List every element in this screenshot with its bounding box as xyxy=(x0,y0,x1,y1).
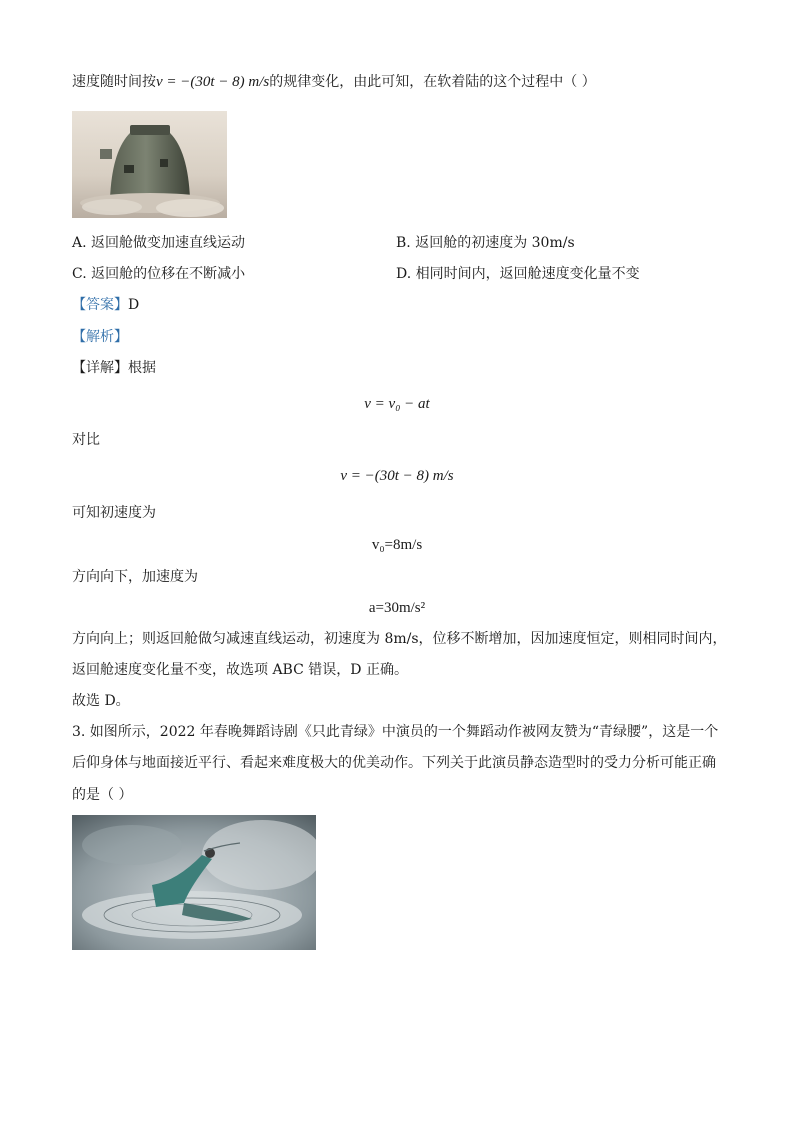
direction-down-text: 方向向下，加速度为 xyxy=(72,569,198,585)
capsule-image xyxy=(72,111,227,218)
q2-stem-formula: v = −(30t − 8) m/s xyxy=(156,74,270,90)
q3-line-1: 3. 如图所示，2022 年春晚舞蹈诗剧《只此青绿》中演员的一个舞蹈动作被网友赞为“青绿腰”，这是一个 xyxy=(72,724,719,740)
q2-stem xyxy=(72,72,596,92)
answer-value: D xyxy=(128,297,140,313)
detail-tag: 【详解】 xyxy=(72,360,128,376)
explain-line-2: 返回舱速度变化量不变，故选项 ABC 错误，D 正确。 xyxy=(72,662,408,678)
explain-line-1: 方向向上；则返回舱做匀减速直线运动，初速度为 8m/s，位移不断增加，因加速度恒定，则相同时间内， xyxy=(72,631,727,647)
q2-option-a: A. 返回舱做变加速直线运动 xyxy=(72,235,246,251)
formula-2: v = −(30t − 8) m/s xyxy=(340,468,454,484)
dancer-image xyxy=(72,815,316,950)
q3-line-3: 的是（ ） xyxy=(72,787,133,803)
conclusion: 故选 D。 xyxy=(72,693,130,709)
q2-analysis xyxy=(72,327,128,347)
init-velocity-text: 可知初速度为 xyxy=(72,505,156,521)
q2-stem-text-a: 速度随时间按 xyxy=(72,74,156,90)
q2-detail xyxy=(72,358,156,378)
analysis-tag: 【解析】 xyxy=(72,329,128,345)
q2-option-c: C. 返回舱的位移在不断减小 xyxy=(72,266,246,282)
q2-stem-text-b: 的规律变化，由此可知，在软着陆的这个过程中（ ） xyxy=(269,74,596,90)
compare-text: 对比 xyxy=(72,432,100,448)
formula-1: v = v₀ − at xyxy=(364,396,430,412)
q2-answer xyxy=(72,295,139,315)
q3-line-2: 后仰身体与地面接近平行、看起来难度极大的优美动作。下列关于此演员静态造型时的受力分析可能正确 xyxy=(72,755,716,771)
q2-option-d: D. 相同时间内，返回舱速度变化量不变 xyxy=(396,266,640,282)
detail-text: 根据 xyxy=(128,360,156,376)
q2-option-b: B. 返回舱的初速度为 30m/s xyxy=(396,235,575,251)
formula-3: v₀=8m/s xyxy=(371,537,423,553)
formula-4: a=30m/s² xyxy=(368,600,426,616)
answer-tag: 【答案】 xyxy=(72,297,128,313)
